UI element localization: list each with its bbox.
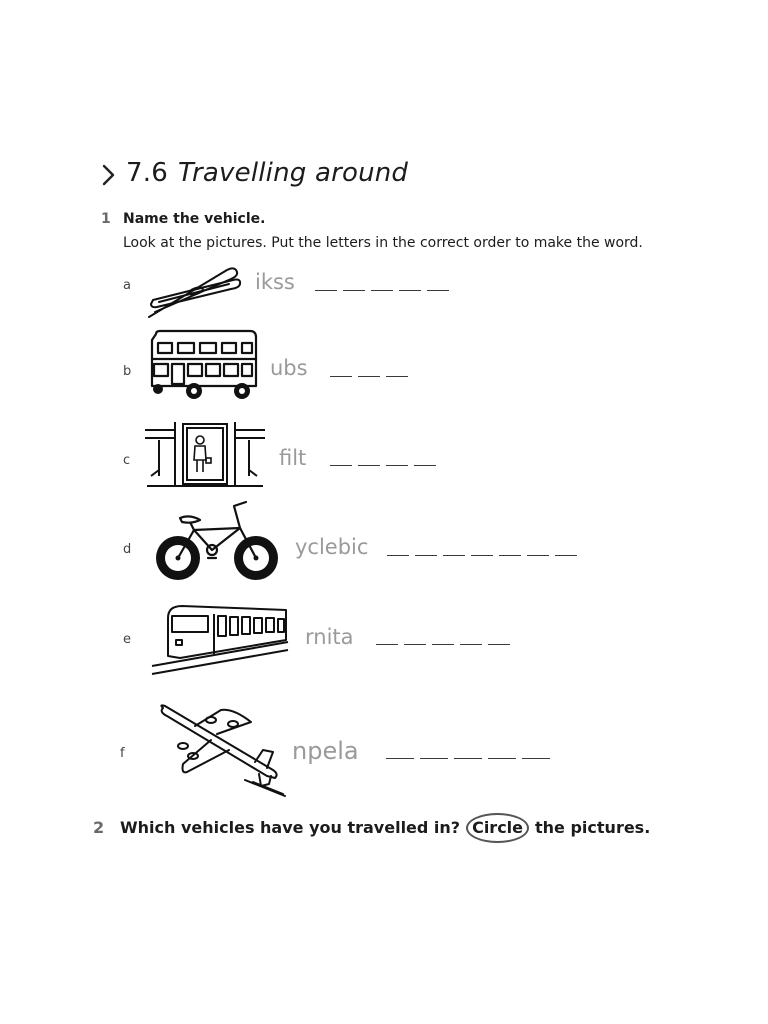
blank[interactable]: [399, 290, 421, 291]
item-c-answer-blanks[interactable]: [330, 465, 436, 466]
blank[interactable]: [414, 465, 436, 466]
blank[interactable]: [488, 644, 510, 645]
section-title: [126, 158, 408, 188]
blank[interactable]: [420, 758, 448, 759]
section-name: Travelling around: [177, 158, 409, 188]
question-2-text-before: Which vehicles have you travelled in?: [120, 818, 461, 837]
item-b-answer-blanks[interactable]: [330, 376, 408, 377]
item-e-answer-blanks[interactable]: [376, 644, 510, 645]
blank[interactable]: [386, 465, 408, 466]
blank[interactable]: [415, 555, 437, 556]
blank[interactable]: [454, 758, 482, 759]
lift-icon: [145, 420, 265, 488]
item-e-jumble: rnita: [305, 625, 354, 649]
blank[interactable]: [404, 644, 426, 645]
blank[interactable]: [499, 555, 521, 556]
blank[interactable]: [330, 465, 352, 466]
question-1-heading: Name the vehicle.: [123, 211, 266, 227]
blank[interactable]: [330, 376, 352, 377]
chevron-right-icon: [100, 163, 118, 187]
item-f-letter: f: [120, 746, 125, 761]
blank[interactable]: [343, 290, 365, 291]
question-2-text: [120, 818, 650, 837]
blank[interactable]: [527, 555, 549, 556]
question-2-text-after: the pictures.: [535, 818, 651, 837]
blank[interactable]: [358, 376, 380, 377]
item-b-jumble: ubs: [270, 356, 308, 380]
blank[interactable]: [386, 758, 414, 759]
blank[interactable]: [443, 555, 465, 556]
item-d-jumble: yclebic: [295, 535, 369, 559]
blank[interactable]: [471, 555, 493, 556]
plane-icon: [155, 700, 290, 800]
question-1-number: 1: [101, 211, 111, 227]
blank[interactable]: [358, 465, 380, 466]
question-2-number: 2: [93, 818, 105, 837]
blank[interactable]: [376, 644, 398, 645]
item-e-letter: e: [123, 632, 131, 647]
blank[interactable]: [555, 555, 577, 556]
item-b-letter: b: [123, 364, 132, 379]
blank[interactable]: [432, 644, 454, 645]
bus-icon: [146, 328, 262, 404]
circled-word: Circle: [466, 813, 529, 843]
bicycle-icon: [154, 498, 284, 584]
skis-icon: [143, 262, 243, 320]
section-number: 7.6: [126, 158, 168, 188]
blank[interactable]: [488, 758, 516, 759]
item-d-letter: d: [123, 542, 132, 557]
question-1-instruction: Look at the pictures. Put the letters in the correct order to make the word.: [123, 235, 643, 251]
blank[interactable]: [371, 290, 393, 291]
item-d-answer-blanks[interactable]: [387, 555, 577, 556]
item-a-jumble: ikss: [255, 270, 295, 294]
blank[interactable]: [427, 290, 449, 291]
item-c-letter: c: [123, 453, 131, 468]
blank[interactable]: [522, 758, 550, 759]
item-c-jumble: filt: [279, 446, 307, 470]
train-icon: [150, 600, 290, 676]
item-a-letter: a: [123, 278, 131, 293]
blank[interactable]: [387, 555, 409, 556]
item-a-answer-blanks[interactable]: [315, 290, 449, 291]
item-f-answer-blanks[interactable]: [386, 758, 550, 759]
blank[interactable]: [315, 290, 337, 291]
blank[interactable]: [460, 644, 482, 645]
blank[interactable]: [386, 376, 408, 377]
item-f-jumble: npela: [292, 737, 359, 765]
